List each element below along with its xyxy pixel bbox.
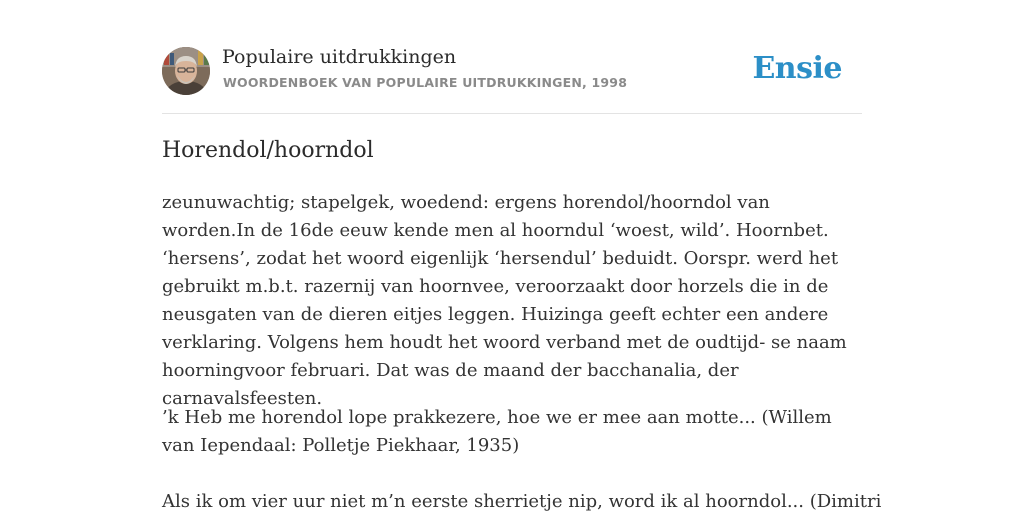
author-avatar[interactable] [162,47,210,95]
entry-definition: zeunuwachtig; stapelgek, woedend: ergens horendol/hoorndol van worden.In de 16de eeuw kende men al hoorndul ‘woest, wild’. Hoornbet. ‘hersens’, zodat het woord eigenlijk ‘hersendul’ beduidt. Oorspr. werd het gebruikt m.b.t. razernij van hoornvee, veroorzaakt door horzels die in de neusgaten van de dieren eitjes leggen. Huizinga geeft echter een andere verklaring. Volgens hem houdt het woord verband met de oudtijd- se naam hoorningvoor februari. Dat was de maand der bacchanalia, der carnavalsfeesten. [162,192,847,409]
source-subtitle: WOORDENBOEK VAN POPULAIRE UITDRUKKINGEN, 1998 [223,75,628,90]
entry-quote: ’k Heb me horendol lope prakkezere, hoe we er mee aan motte... (Willem van Iependaal: Polletje Piekhaar, 1935) [162,407,832,456]
ensie-logo[interactable]: Ensie [752,51,842,86]
entry-header [162,0,862,114]
entry-quote: Als ik om vier uur niet m’n eerste sherrietje nip, word ik al hoorndol... (Dimitri [162,491,882,512]
entry-body [162,189,862,413]
entry-title: Horendol/hoorndol [162,138,374,163]
entry-card [162,0,882,512]
author-portrait-icon [162,47,210,95]
source-title[interactable]: Populaire uitdrukkingen [222,46,457,68]
